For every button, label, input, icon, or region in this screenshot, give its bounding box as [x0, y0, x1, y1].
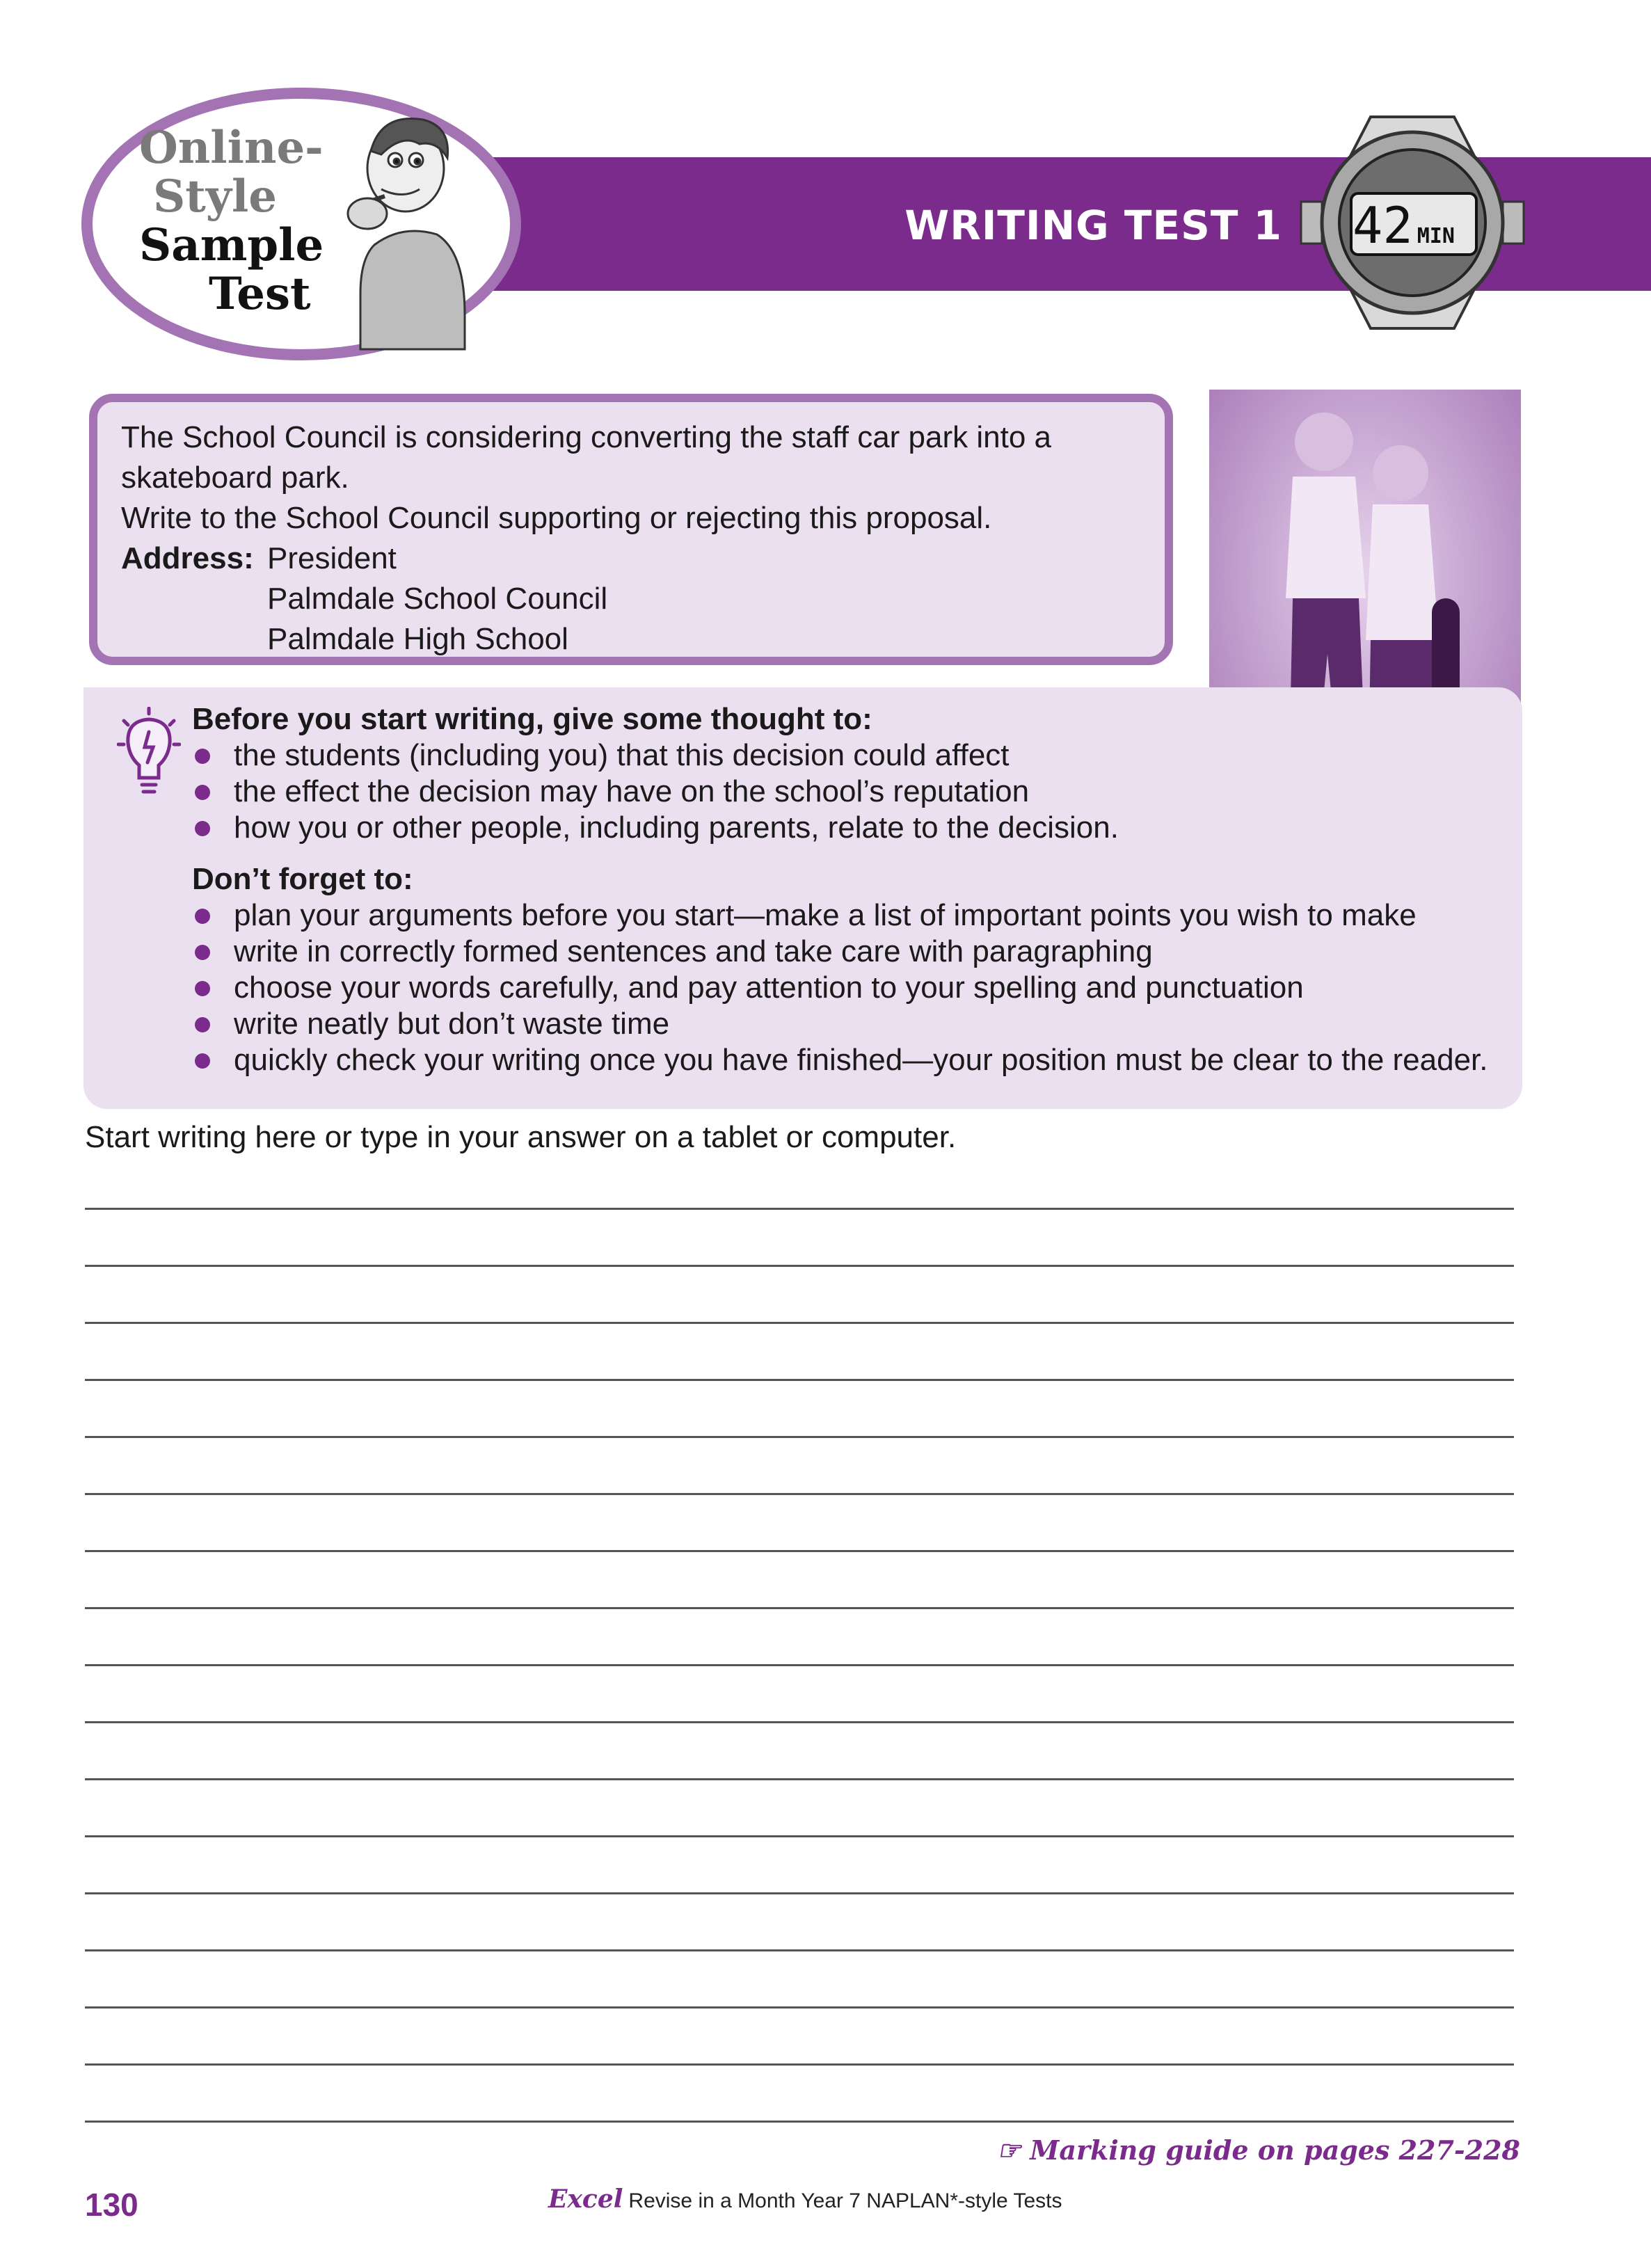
badge-line-sample: Sample: [139, 219, 324, 271]
writing-line[interactable]: [85, 1607, 1514, 1609]
badge-text: [139, 124, 348, 319]
writing-line[interactable]: [85, 1721, 1514, 1723]
address-block: [121, 538, 1137, 660]
timer-unit: MIN: [1417, 224, 1455, 248]
footer-book-title: Revise in a Month Year 7 NAPLAN*-style Tests: [628, 2189, 1062, 2212]
list-item: write neatly but don’t waste time: [192, 1006, 1514, 1042]
list-item: choose your words carefully, and pay attention to your spelling and punctuation: [192, 970, 1514, 1006]
writing-line[interactable]: [85, 1892, 1514, 1894]
timer-display: [1353, 195, 1475, 256]
badge-line-test: Test: [209, 268, 311, 320]
list-item: how you or other people, including parents, relate to the decision.: [192, 810, 1514, 846]
dont-forget-list: [192, 897, 1514, 1078]
writing-line[interactable]: [85, 2063, 1514, 2066]
page-number: 130: [85, 2187, 138, 2223]
start-writing-instruction: Start writing here or type in your answer on a tablet or computer.: [85, 1120, 957, 1154]
before-list: [192, 737, 1514, 846]
badge-line-style: Style: [153, 170, 277, 223]
footer: [548, 2185, 1062, 2214]
marking-guide-note: [997, 2134, 1520, 2166]
footer-brand: Excel: [548, 2185, 623, 2214]
page-title: WRITING TEST 1: [904, 202, 1282, 249]
address-line: President: [267, 541, 397, 575]
writing-line[interactable]: [85, 1265, 1514, 1267]
list-item: the students (including you) that this decision could affect: [192, 737, 1514, 774]
list-item: plan your arguments before you start—make a list of important points you wish to make: [192, 897, 1514, 934]
prompt-line-2: Write to the School Council supporting or rejecting this proposal.: [121, 501, 992, 535]
writing-line[interactable]: [85, 1436, 1514, 1438]
address-line: Palmdale School Council: [267, 582, 608, 616]
writing-line[interactable]: [85, 2121, 1514, 2123]
badge-line-online: Online-: [139, 122, 324, 174]
list-item: the effect the decision may have on the school’s reputation: [192, 774, 1514, 810]
prompt-line-1: The School Council is considering converting the staff car park into a skateboard park.: [121, 420, 1052, 495]
list-item: quickly check your writing once you have finished—your position must be clear to the reader.: [192, 1042, 1514, 1078]
writing-line[interactable]: [85, 1949, 1514, 1951]
writing-line[interactable]: [85, 1379, 1514, 1381]
dont-forget-heading: Don’t forget to:: [192, 862, 413, 896]
marking-guide-text: Marking guide on pages 227-228: [1030, 2134, 1520, 2166]
address-lines: [267, 538, 607, 660]
writing-line[interactable]: [85, 1835, 1514, 1837]
writing-line[interactable]: [85, 1493, 1514, 1495]
list-item: write in correctly formed sentences and take care with paragraphing: [192, 934, 1514, 970]
timer-value: 42: [1353, 196, 1413, 255]
tips-content: [192, 701, 1514, 1078]
writing-line[interactable]: [85, 1208, 1514, 1210]
writing-line[interactable]: [85, 2006, 1514, 2009]
lightbulb-icon: [117, 707, 181, 799]
pointing-hand-icon: ☞: [997, 2134, 1030, 2166]
writing-line[interactable]: [85, 1664, 1514, 1666]
writing-line[interactable]: [85, 1778, 1514, 1780]
before-heading: Before you start writing, give some thought to:: [192, 702, 872, 736]
address-line: Palmdale High School: [267, 622, 568, 656]
address-label: Address:: [121, 541, 254, 575]
writing-line[interactable]: [85, 1550, 1514, 1552]
prompt-text: [121, 417, 1137, 660]
writing-line[interactable]: [85, 1322, 1514, 1324]
